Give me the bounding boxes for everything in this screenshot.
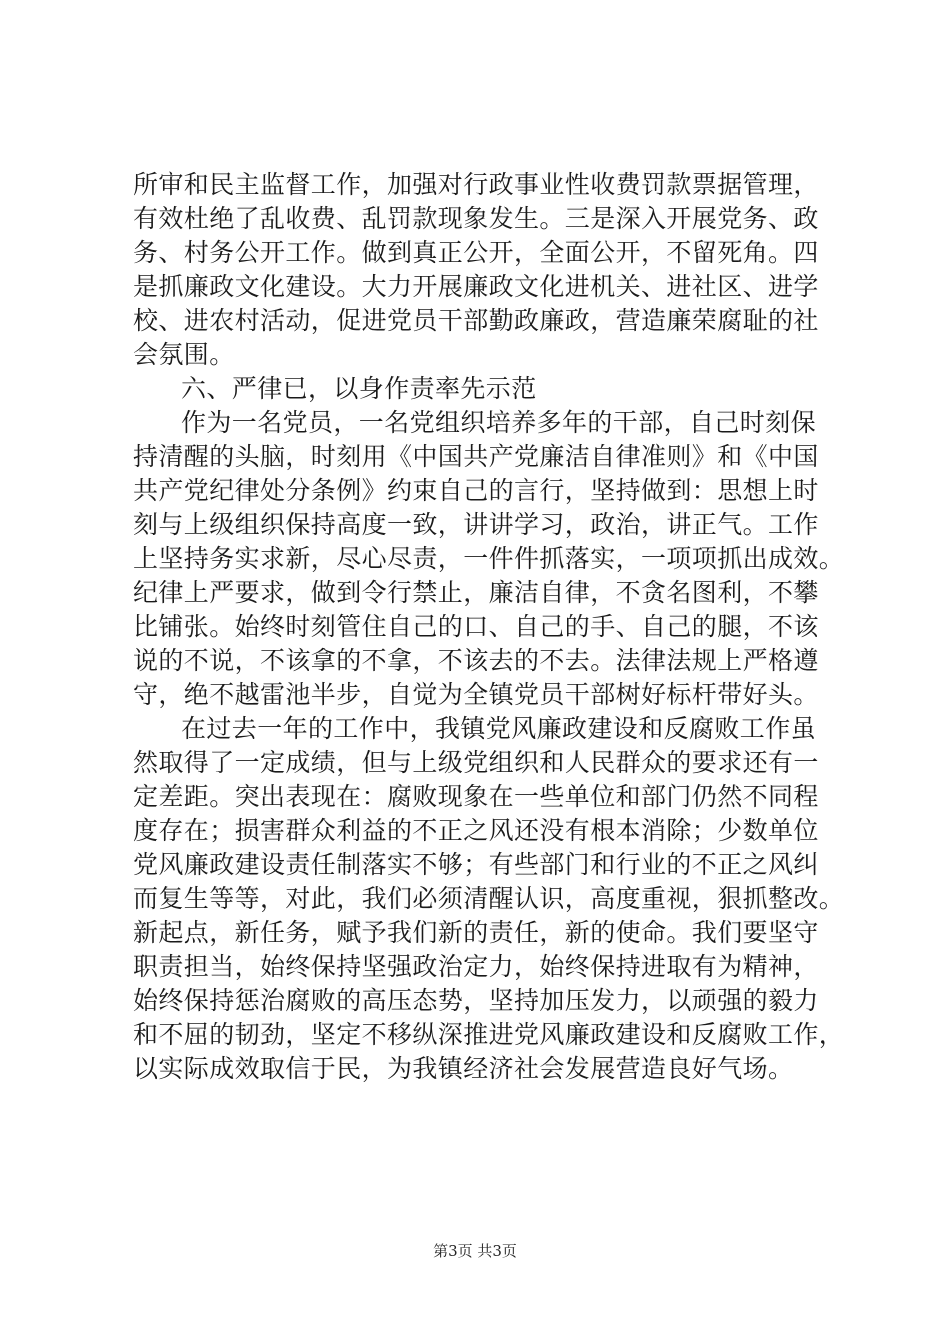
text-line: 新起点，新任务，赋予我们新的责任，新的使命。我们要坚守 [133,918,819,947]
text-line: 始终保持惩治腐败的高压态势，坚持加压发力，以顽强的毅力 [133,986,819,1015]
text-line: 而复生等等，对此，我们必须清醒认识，高度重视，狠抓整改。 [133,884,845,913]
text-line: 校、进农村活动，促进党员干部勤政廉政，营造廉荣腐耻的社 [133,306,819,335]
text-line: 刻与上级组织保持高度一致，讲讲学习，政治，讲正气。工作 [133,510,819,539]
text-line: 说的不说，不该拿的不拿，不该去的不去。法律法规上严格遵 [133,646,819,675]
text-line: 作为一名党员，一名党组织培养多年的干部，自己时刻保 [181,408,817,437]
text-line: 然取得了一定成绩，但与上级党组织和人民群众的要求还有一 [133,748,819,777]
text-line: 六、严律已，以身作责率先示范 [181,374,537,403]
text-line: 职责担当，始终保持坚强政治定力，始终保持进取有为精神， [133,952,819,981]
text-line: 有效杜绝了乱收费、乱罚款现象发生。三是深入开展党务、政 [133,204,819,233]
text-line: 守，绝不越雷池半步，自觉为全镇党员干部树好标杆带好头。 [133,680,819,709]
text-line: 上坚持务实求新，尽心尽责，一件件抓落实，一项项抓出成效。 [133,544,845,573]
text-line: 在过去一年的工作中，我镇党风廉政建设和反腐败工作虽 [181,714,817,743]
text-line: 持清醒的头脑，时刻用《中国共产党廉洁自律准则》和《中国 [133,442,819,471]
page-footer: 第3页 共3页 [433,1242,517,1260]
text-line: 纪律上严要求，做到令行禁止，廉洁自律，不贪名图利，不攀 [133,578,819,607]
text-line: 会氛围。 [133,340,235,369]
document-body [133,168,853,1086]
text-line: 务、村务公开工作。做到真正公开，全面公开，不留死角。四 [133,238,819,267]
text-line: 定差距。突出表现在：腐败现象在一些单位和部门仍然不同程 [133,782,819,811]
text-line: 所审和民主监督工作，加强对行政事业性收费罚款票据管理， [133,170,819,199]
text-line: 以实际成效取信于民，为我镇经济社会发展营造良好气场。 [133,1054,794,1083]
text-line: 度存在；损害群众利益的不正之风还没有根本消除；少数单位 [133,816,819,845]
text-line: 和不屈的韧劲，坚定不移纵深推进党风廉政建设和反腐败工作， [133,1020,845,1049]
text-line: 是抓廉政文化建设。大力开展廉政文化进机关、进社区、进学 [133,272,819,301]
text-line: 党风廉政建设责任制落实不够；有些部门和行业的不正之风纠 [133,850,819,879]
text-line: 共产党纪律处分条例》约束自己的言行，坚持做到：思想上时 [133,476,819,505]
text-line: 比铺张。始终时刻管住自己的口、自己的手、自己的腿，不该 [133,612,819,641]
